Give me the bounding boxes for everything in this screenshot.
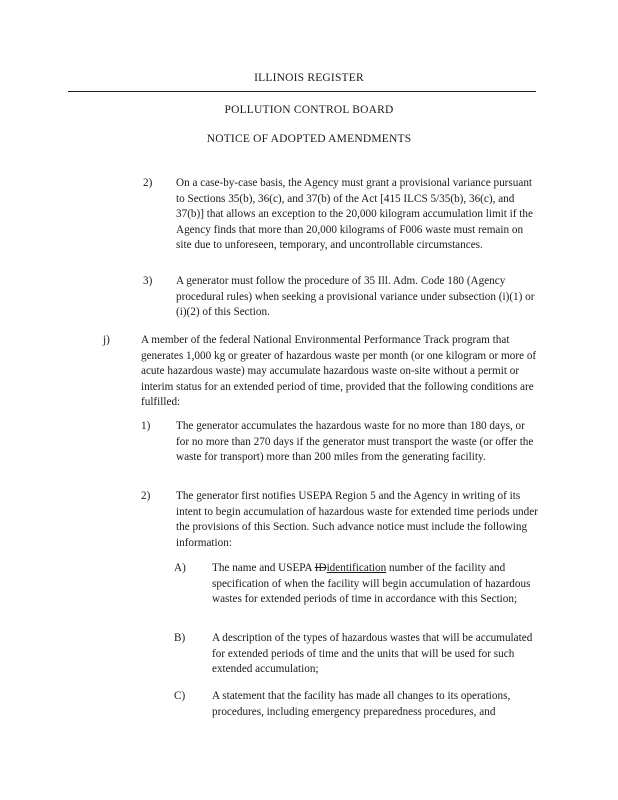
item-B-text: A description of the types of hazardous wastes that will be accumulated for extended periods of time and the units that will be used for such extended accumulation;	[212, 632, 533, 676]
item-j-text: A member of the federal National Environmental Performance Track program that generates 1,000 kg or greater of hazardous waste per month (or one kilogram or more of acute hazardous waste) may accumulate hazardous waste on-site without a permit or interim status for an extended period of time, provided that the following conditions are fulfilled:	[141, 334, 537, 409]
item-B-label: B)	[174, 632, 186, 644]
item-A-deleted-text: ID	[314, 562, 327, 574]
register-title: ILLINOIS REGISTER	[254, 72, 364, 84]
item-j2-label: 2)	[141, 490, 151, 502]
item-A-label: A)	[174, 562, 186, 574]
item-3-text: A generator must follow the procedure of 35 Ill. Adm. Code 180 (Agency procedural rules) when seeking a provisional variance under subsection (i)(1) or (i)(2) of this Section.	[176, 275, 535, 319]
item-2-label: 2)	[143, 177, 153, 189]
item-2-text: On a case-by-case basis, the Agency must grant a provisional variance pursuant to Sections 35(b), 36(c), and 37(b) of the Act [415 ILCS 5/35(b), 36(c), and 37(b)] that allows an exception to the 20,000 kilogram accumulation limit if the Agency finds that more than 20,000 kilograms of F006 waste must remain on site due to unforeseen, temporary, and uncontrollable circumstances.	[176, 177, 533, 252]
header-divider	[68, 91, 536, 92]
item-j2-text: The generator first notifies USEPA Region 5 and the Agency in writing of its intent to begin accumulation of hazardous waste for extended time periods under the provisions of this Section. Such advance notice must include the following information:	[176, 490, 538, 549]
item-j-label: j)	[103, 334, 110, 346]
item-A-after: number of the facility and specification of when the facility will begin accumulation of hazardous wastes for extended periods of time in accordance with this Section;	[212, 562, 531, 606]
item-3-label: 3)	[143, 275, 153, 287]
item-j1-text: The generator accumulates the hazardous waste for no more than 180 days, or for no more than 270 days if the generator must transport the waste (or offer the waste for transport) more than 200 miles from the generating facility.	[176, 420, 534, 464]
board-title: POLLUTION CONTROL BOARD	[224, 104, 394, 116]
item-C-label: C)	[174, 690, 186, 702]
item-A-before: The name and USEPA	[212, 562, 315, 574]
item-C-text: A statement that the facility has made all changes to its operations, procedures, including emergency preparedness procedures, and	[212, 690, 511, 718]
item-A-text	[212, 561, 540, 608]
item-j1-label: 1)	[141, 420, 151, 432]
notice-title: NOTICE OF ADOPTED AMENDMENTS	[206, 133, 412, 145]
item-A-inserted-text: identification	[326, 562, 387, 574]
